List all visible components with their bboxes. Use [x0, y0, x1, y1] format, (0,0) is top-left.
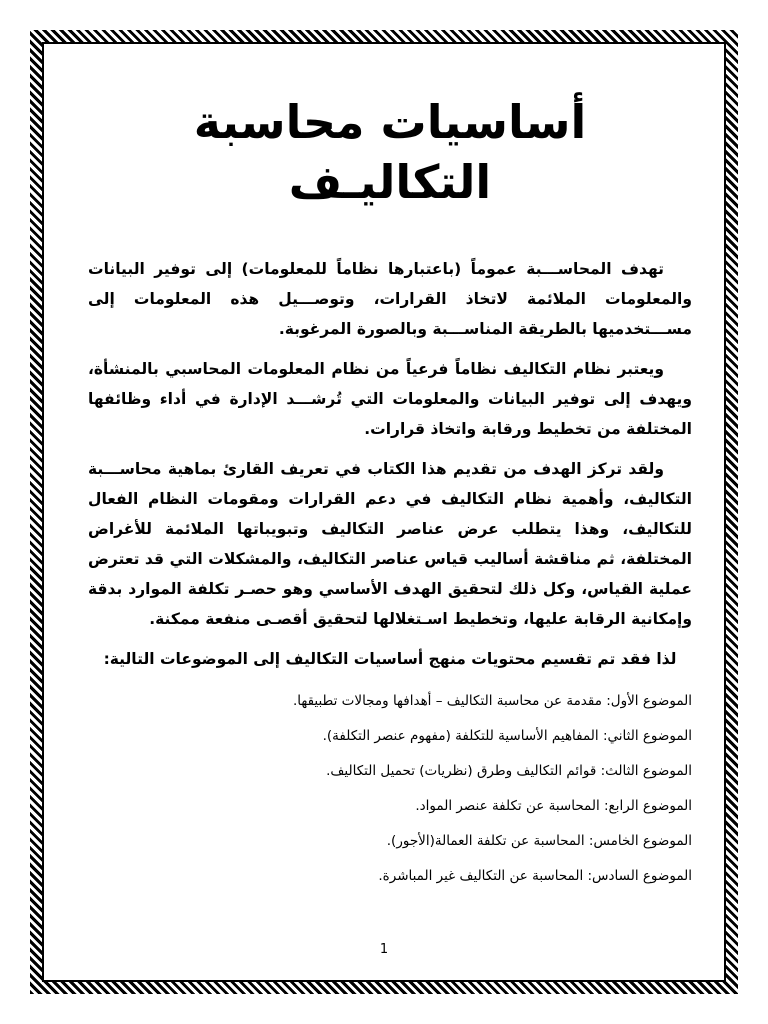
- topic-item: الموضوع الرابع: المحاسبة عن تكلفة عنصر المواد.: [415, 798, 692, 814]
- topics-list: [88, 684, 692, 894]
- topics-intro: لذا فقد تم تقسيم محتويات منهج أساسيات التكاليف إلى الموضوعات التالية:: [103, 650, 677, 668]
- paragraph-2: ويعتبر نظام التكاليف نظاماً فرعياً من نظام المعلومات المحاسبي بالمنشأة، ويهدف إلى توفير البيانات والمعلومات التي تُرشـــد الإدارة في أداء وظائفها المختلفة من تخطيط ورقابة واتخاذ قرارات.: [88, 360, 692, 438]
- topic-item: الموضوع الثاني: المفاهيم الأساسية للتكلفة (مفهوم عنصر التكلفة).: [322, 728, 692, 744]
- topic-item: الموضوع السادس: المحاسبة عن التكاليف غير المباشرة.: [378, 868, 692, 884]
- paragraph-3: ولقد تركز الهدف من تقديم هذا الكتاب في تعريف القارئ بماهية محاســـبة التكاليف، وأهمية نظام التكاليف في دعم القرارات ومقومات النظام الفعال للتكاليف، وهذا يتطلب عرض عناصر التكاليف وتبويباتها الملائمة للأغراض المختلفة، ثم مناقشة أساليب قياس عناصر التكاليف، والمشكلات التي قد تعترض عملية القياس، وكل ذلك لتحقيق الهدف الأساسي وهو حصـر تكلفة الموارد بدقة وإمكانية الرقابة عليها، وتخطيط اسـتغلالها لتحقيق أقصـى منفعة ممكنة.: [88, 460, 692, 628]
- paragraph-1: تهدف المحاســـبة عموماً (باعتبارها نظاماً للمعلومات) إلى توفير البيانات والمعلومات الملائمة لاتخاذ القرارات، وتوصـــيل هذه المعلومات إلى مســـتخدميها بالطريقة المناســـبة وبالصورة المرغوبة.: [88, 260, 692, 338]
- document-page: [88, 80, 692, 980]
- topic-item: الموضوع الثالث: قوائم التكاليف وطرق (نظريات) تحميل التكاليف.: [326, 763, 692, 779]
- document-title: أساسيات محاسبة التكاليـف: [193, 95, 587, 209]
- topic-item: الموضوع الخامس: المحاسبة عن تكلفة العمالة(الأجور).: [386, 833, 692, 849]
- page-number: 1: [379, 942, 389, 957]
- topic-item: الموضوع الأول: مقدمة عن محاسبة التكاليف – أهدافها ومجالات تطبيقها.: [292, 693, 692, 709]
